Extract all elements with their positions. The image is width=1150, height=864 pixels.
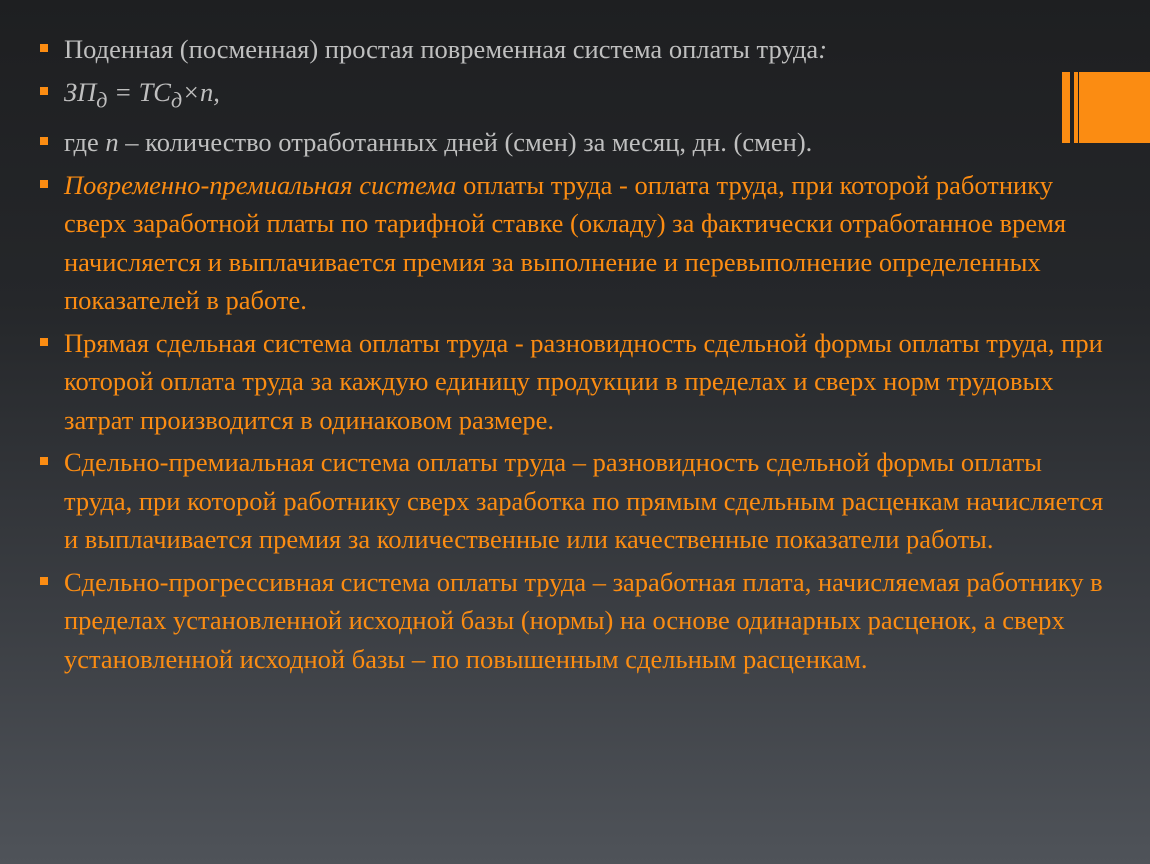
list-item	[40, 563, 1110, 679]
list-item	[40, 30, 1110, 69]
item-1-colon: :	[818, 34, 828, 64]
bullet-icon	[40, 457, 48, 465]
formula-sub-2: д	[170, 86, 183, 112]
item-1-text: Поденная (посменная) простая повременная система оплаты труда	[64, 34, 819, 64]
item-4-rest: оплаты труда - оплата труда, при которой работнику сверх заработной платы по тарифной ставке (окладу) за фактически отработанное время начисляется и выплачивается премия за выполнение и перевыполнение определенных показателей в работе.	[64, 169, 1067, 316]
formula-eq: = ТС	[107, 76, 171, 107]
item-7-text: Сдельно-прогрессивная система оплаты труда – заработная плата, начисляемая работнику в пределах установленной исходной базы (нормы) на основе одинарных расценок, а сверх установленной исходной базы – по повышенным сдельным расценкам.	[64, 566, 1103, 674]
bullet-icon	[40, 577, 48, 585]
item-4-lead: Повременно-премиальная система	[64, 169, 457, 200]
bullet-icon	[40, 87, 48, 95]
formula-sub-1: д	[96, 86, 108, 112]
formula	[64, 73, 1110, 120]
item-5-text: Прямая сдельная система оплаты труда - разновидность сдельной формы оплаты труда, при которой оплата труда за каждую единицу продукции в пределах и сверх норм трудовых затрат производится в одинаковом размере.	[64, 327, 1103, 435]
list-item	[40, 166, 1110, 320]
list-item	[40, 324, 1110, 440]
bullet-icon	[40, 44, 48, 52]
formula-zp: ЗП	[64, 76, 97, 107]
item-3-rest: – количество отработанных дней (смен) за месяц, дн. (смен).	[118, 127, 813, 158]
list-item	[40, 123, 1110, 162]
item-text	[64, 123, 1110, 162]
bullet-icon	[40, 338, 48, 346]
list-item	[40, 443, 1110, 559]
item-text	[64, 30, 1110, 69]
formula-rest: ×n,	[182, 76, 220, 107]
item-3-var: n	[105, 127, 119, 158]
slide-content	[40, 30, 1110, 682]
item-3-prefix: где	[64, 127, 106, 158]
item-6-text: Сдельно-премиальная система оплаты труда – разновидность сдельной формы оплаты труда, при которой работнику сверх заработка по прямым сдельным расценкам начисляется и выплачивается премия за количественные или качественные показатели работы.	[64, 447, 1104, 555]
list-item	[40, 73, 1110, 120]
item-text	[64, 166, 1110, 320]
bullet-icon	[40, 180, 48, 188]
bullet-icon	[40, 137, 48, 145]
